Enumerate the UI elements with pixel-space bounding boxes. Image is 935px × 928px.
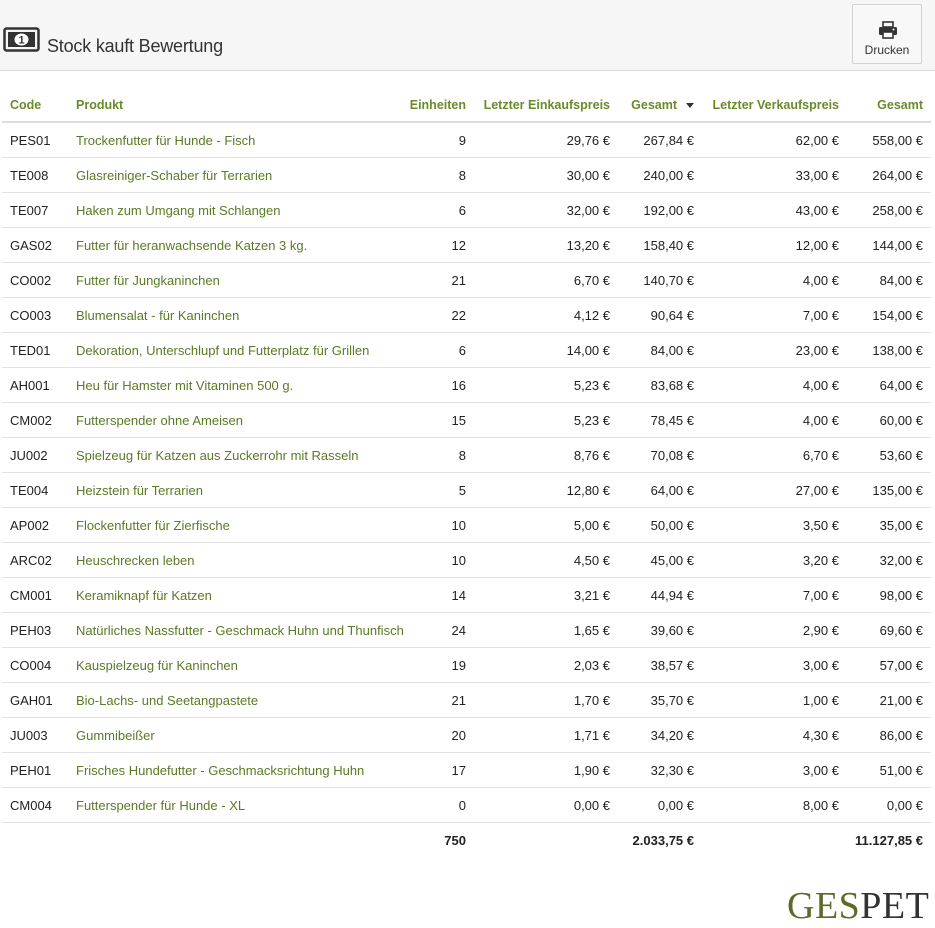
cell-last-purchase-price: 5,23 € (466, 368, 610, 403)
cell-total-purchase: 70,08 € (610, 438, 694, 473)
cell-total-sale: 86,00 € (839, 718, 931, 753)
cell-units: 10 (406, 508, 466, 543)
cell-last-sale-price: 3,00 € (694, 753, 839, 788)
cell-product[interactable]: Futterspender ohne Ameisen (76, 403, 406, 438)
brand-part-2: PET (860, 885, 930, 927)
cell-last-sale-price: 43,00 € (694, 193, 839, 228)
cell-last-sale-price: 7,00 € (694, 578, 839, 613)
cell-last-sale-price: 62,00 € (694, 122, 839, 158)
cell-units: 19 (406, 648, 466, 683)
cell-code: AP002 (2, 508, 76, 543)
cell-last-sale-price: 27,00 € (694, 473, 839, 508)
column-header-total-purchase[interactable] (610, 88, 694, 122)
cell-last-sale-price: 4,00 € (694, 263, 839, 298)
column-header-last-sale-price[interactable]: Letzter Verkaufspreis (694, 88, 839, 122)
cell-last-purchase-price: 1,65 € (466, 613, 610, 648)
cell-total-sale: 264,00 € (839, 158, 931, 193)
totals-empty-cell (466, 823, 610, 859)
totals-empty-cell (2, 823, 76, 859)
cell-units: 10 (406, 543, 466, 578)
cell-units: 8 (406, 158, 466, 193)
table-row[interactable] (2, 613, 931, 648)
cell-units: 22 (406, 298, 466, 333)
cell-last-purchase-price: 2,03 € (466, 648, 610, 683)
table-row[interactable] (2, 333, 931, 368)
cell-total-purchase: 140,70 € (610, 263, 694, 298)
cell-last-sale-price: 4,00 € (694, 368, 839, 403)
cell-code: CO003 (2, 298, 76, 333)
print-button-label: Drucken (864, 43, 910, 57)
cell-product[interactable]: Glasreiniger-Schaber für Terrarien (76, 158, 406, 193)
cell-last-sale-price: 3,20 € (694, 543, 839, 578)
cell-units: 16 (406, 368, 466, 403)
cell-code: CM001 (2, 578, 76, 613)
table-row[interactable] (2, 438, 931, 473)
cell-product[interactable]: Bio-Lachs- und Seetangpastete (76, 683, 406, 718)
cell-last-purchase-price: 6,70 € (466, 263, 610, 298)
cell-code: CM002 (2, 403, 76, 438)
sort-desc-icon (686, 103, 694, 108)
cell-units: 6 (406, 333, 466, 368)
cell-last-purchase-price: 1,70 € (466, 683, 610, 718)
cell-total-purchase: 39,60 € (610, 613, 694, 648)
cell-last-sale-price: 12,00 € (694, 228, 839, 263)
cell-units: 21 (406, 683, 466, 718)
table-row[interactable] (2, 543, 931, 578)
cell-code: GAS02 (2, 228, 76, 263)
cell-units: 20 (406, 718, 466, 753)
cell-code: AH001 (2, 368, 76, 403)
cell-total-purchase: 64,00 € (610, 473, 694, 508)
cell-total-sale: 51,00 € (839, 753, 931, 788)
cell-total-sale: 138,00 € (839, 333, 931, 368)
cell-code: PEH01 (2, 753, 76, 788)
table-row[interactable] (2, 753, 931, 788)
cell-total-purchase: 84,00 € (610, 333, 694, 368)
banknote-icon (3, 27, 40, 52)
cell-last-sale-price: 4,00 € (694, 403, 839, 438)
cell-total-purchase: 240,00 € (610, 158, 694, 193)
cell-product[interactable]: Frisches Hundefutter - Geschmacksrichtung Huhn (76, 753, 406, 788)
cell-last-sale-price: 6,70 € (694, 438, 839, 473)
cell-units: 0 (406, 788, 466, 823)
cell-code: TE004 (2, 473, 76, 508)
table-row[interactable] (2, 473, 931, 508)
cell-product[interactable]: Futterspender für Hunde - XL (76, 788, 406, 823)
cell-code: JU002 (2, 438, 76, 473)
cell-code: CM004 (2, 788, 76, 823)
cell-units: 17 (406, 753, 466, 788)
printer-icon (878, 21, 898, 39)
cell-total-sale: 21,00 € (839, 683, 931, 718)
cell-total-sale: 0,00 € (839, 788, 931, 823)
cell-total-sale: 60,00 € (839, 403, 931, 438)
cell-product[interactable]: Trockenfutter für Hunde - Fisch (76, 122, 406, 158)
cell-units: 5 (406, 473, 466, 508)
svg-text:1: 1 (18, 34, 25, 47)
cell-last-purchase-price: 29,76 € (466, 122, 610, 158)
totals-empty-cell (694, 823, 839, 859)
table-row[interactable] (2, 122, 931, 158)
cell-code: PEH03 (2, 613, 76, 648)
cell-total-sale: 57,00 € (839, 648, 931, 683)
table-row[interactable] (2, 158, 931, 193)
cell-product[interactable]: Heizstein für Terrarien (76, 473, 406, 508)
cell-total-sale: 64,00 € (839, 368, 931, 403)
cell-total-purchase: 50,00 € (610, 508, 694, 543)
table-row[interactable] (2, 648, 931, 683)
cell-total-purchase: 45,00 € (610, 543, 694, 578)
cell-total-sale: 135,00 € (839, 473, 931, 508)
table-row[interactable] (2, 508, 931, 543)
table-row[interactable] (2, 403, 931, 438)
cell-last-sale-price: 2,90 € (694, 613, 839, 648)
cell-code: TE007 (2, 193, 76, 228)
column-header-units[interactable]: Einheiten (406, 88, 466, 122)
cell-last-purchase-price: 13,20 € (466, 228, 610, 263)
cell-total-sale: 258,00 € (839, 193, 931, 228)
cell-last-purchase-price: 30,00 € (466, 158, 610, 193)
cell-total-sale: 32,00 € (839, 543, 931, 578)
cell-last-sale-price: 1,00 € (694, 683, 839, 718)
table-header-row (2, 88, 931, 122)
table-row[interactable] (2, 298, 931, 333)
cell-units: 9 (406, 122, 466, 158)
table-row[interactable] (2, 683, 931, 718)
cell-last-sale-price: 4,30 € (694, 718, 839, 753)
cell-product[interactable]: Flockenfutter für Zierfische (76, 508, 406, 543)
cell-last-purchase-price: 5,00 € (466, 508, 610, 543)
table-row[interactable] (2, 193, 931, 228)
cell-total-purchase: 90,64 € (610, 298, 694, 333)
cell-code: TE008 (2, 158, 76, 193)
cell-product[interactable]: Keramiknapf für Katzen (76, 578, 406, 613)
cell-product[interactable]: Heu für Hamster mit Vitaminen 500 g. (76, 368, 406, 403)
cell-total-sale: 53,60 € (839, 438, 931, 473)
cell-total-sale: 35,00 € (839, 508, 931, 543)
cell-last-purchase-price: 5,23 € (466, 403, 610, 438)
table-row[interactable] (2, 228, 931, 263)
stock-valuation-table (2, 88, 931, 858)
column-header-code[interactable]: Code (2, 88, 76, 122)
page-title: Stock kauft Bewertung (47, 36, 223, 56)
cell-code: CO002 (2, 263, 76, 298)
cell-last-purchase-price: 0,00 € (466, 788, 610, 823)
cell-product[interactable]: Futter für heranwachsende Katzen 3 kg. (76, 228, 406, 263)
cell-code: PES01 (2, 122, 76, 158)
cell-last-purchase-price: 12,80 € (466, 473, 610, 508)
cell-last-purchase-price: 1,71 € (466, 718, 610, 753)
cell-code: ARC02 (2, 543, 76, 578)
cell-last-sale-price: 7,00 € (694, 298, 839, 333)
top-bar (0, 0, 935, 71)
table-row[interactable] (2, 578, 931, 613)
cell-units: 12 (406, 228, 466, 263)
cell-last-purchase-price: 32,00 € (466, 193, 610, 228)
cell-last-purchase-price: 8,76 € (466, 438, 610, 473)
cell-total-sale: 98,00 € (839, 578, 931, 613)
cell-total-purchase: 38,57 € (610, 648, 694, 683)
cell-total-sale: 144,00 € (839, 228, 931, 263)
cell-product[interactable]: Haken zum Umgang mit Schlangen (76, 193, 406, 228)
cell-product[interactable]: Gummibeißer (76, 718, 406, 753)
gespet-logo (787, 884, 929, 928)
cell-last-purchase-price: 4,50 € (466, 543, 610, 578)
table-row[interactable] (2, 788, 931, 823)
cell-total-purchase: 192,00 € (610, 193, 694, 228)
column-header-total-sale[interactable]: Gesamt (839, 88, 931, 122)
cell-product[interactable]: Spielzeug für Katzen aus Zuckerrohr mit Rasseln (76, 438, 406, 473)
total-sale-sum: 11.127,85 € (855, 833, 923, 848)
cell-units: 15 (406, 403, 466, 438)
cell-total-sale: 69,60 € (839, 613, 931, 648)
column-header-product[interactable]: Produkt (76, 88, 406, 122)
column-header-total-purchase-label: Gesamt (631, 97, 677, 112)
cell-code: CO004 (2, 648, 76, 683)
cell-code: TED01 (2, 333, 76, 368)
cell-last-sale-price: 3,50 € (694, 508, 839, 543)
total-units: 750 (444, 833, 466, 848)
brand-part-1: GES (787, 885, 861, 927)
cell-last-sale-price: 3,00 € (694, 648, 839, 683)
cell-last-sale-price: 8,00 € (694, 788, 839, 823)
cell-total-purchase: 44,94 € (610, 578, 694, 613)
cell-total-purchase: 83,68 € (610, 368, 694, 403)
cell-last-purchase-price: 3,21 € (466, 578, 610, 613)
cell-units: 14 (406, 578, 466, 613)
cell-last-sale-price: 33,00 € (694, 158, 839, 193)
cell-total-purchase: 35,70 € (610, 683, 694, 718)
cell-product[interactable]: Natürliches Nassfutter - Geschmack Huhn und Thunfisch (76, 613, 406, 648)
table-row[interactable] (2, 718, 931, 753)
cell-total-sale: 84,00 € (839, 263, 931, 298)
cell-last-purchase-price: 14,00 € (466, 333, 610, 368)
cell-code: GAH01 (2, 683, 76, 718)
cell-total-purchase: 267,84 € (610, 122, 694, 158)
cell-product[interactable]: Kauspielzeug für Kaninchen (76, 648, 406, 683)
total-purchase-sum: 2.033,75 € (632, 833, 694, 848)
cell-product[interactable]: Futter für Jungkaninchen (76, 263, 406, 298)
cell-last-sale-price: 23,00 € (694, 333, 839, 368)
totals-empty-cell (76, 823, 406, 859)
cell-last-purchase-price: 4,12 € (466, 298, 610, 333)
cell-code: JU003 (2, 718, 76, 753)
table-row[interactable] (2, 368, 931, 403)
cell-product[interactable]: Blumensalat - für Kaninchen (76, 298, 406, 333)
cell-total-purchase: 78,45 € (610, 403, 694, 438)
cell-total-sale: 558,00 € (839, 122, 931, 158)
cell-units: 6 (406, 193, 466, 228)
cell-units: 24 (406, 613, 466, 648)
cell-product[interactable]: Dekoration, Unterschlupf und Futterplatz für Grillen (76, 333, 406, 368)
cell-total-purchase: 32,30 € (610, 753, 694, 788)
cell-total-purchase: 0,00 € (610, 788, 694, 823)
cell-units: 8 (406, 438, 466, 473)
cell-total-purchase: 158,40 € (610, 228, 694, 263)
cell-total-sale: 154,00 € (839, 298, 931, 333)
cell-last-purchase-price: 1,90 € (466, 753, 610, 788)
totals-row (2, 823, 931, 859)
table-row[interactable] (2, 263, 931, 298)
cell-units: 21 (406, 263, 466, 298)
cell-product[interactable]: Heuschrecken leben (76, 543, 406, 578)
print-button[interactable] (852, 4, 922, 64)
cell-total-purchase: 34,20 € (610, 718, 694, 753)
column-header-last-purchase-price[interactable]: Letzter Einkaufspreis (466, 88, 610, 122)
